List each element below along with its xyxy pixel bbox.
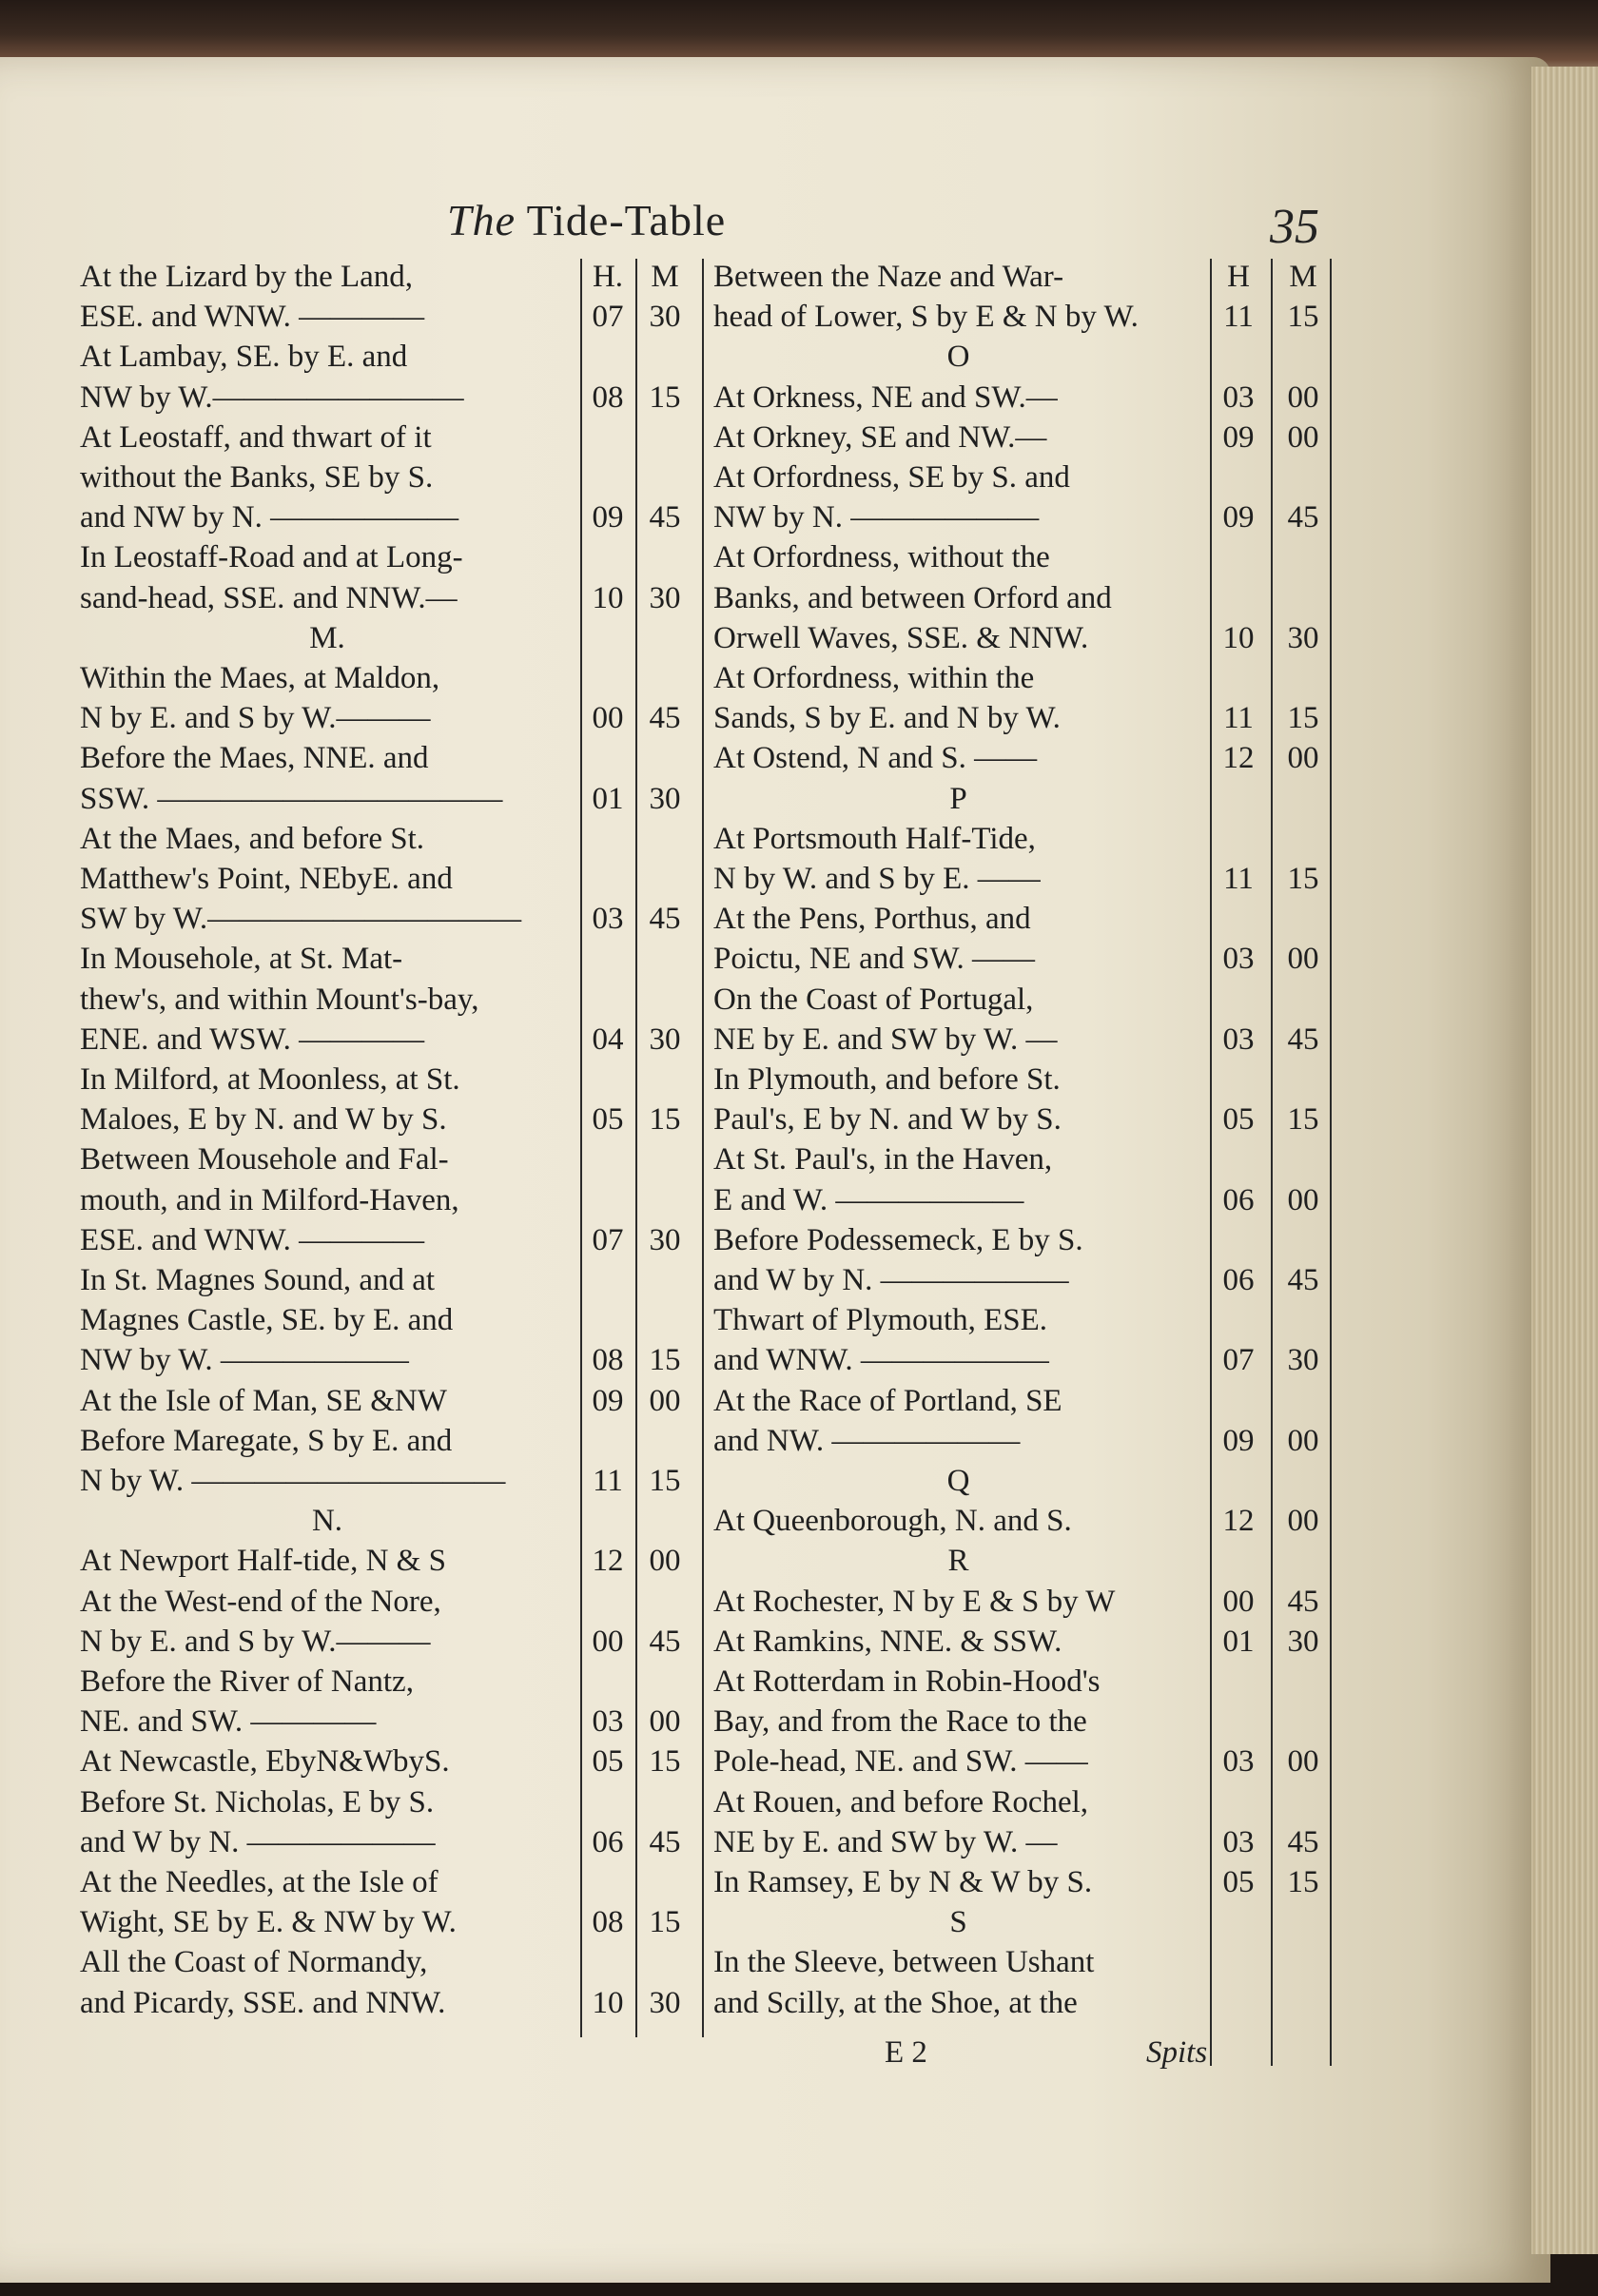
- row-hour: 03: [1222, 1824, 1255, 1859]
- row-minute: 00: [1287, 942, 1319, 977]
- row-place: and WNW. ——————: [713, 1343, 1049, 1378]
- table-row: [713, 819, 1341, 859]
- table-row: [713, 1461, 1341, 1501]
- table-row: [713, 618, 1341, 658]
- table-row: [80, 859, 717, 899]
- row-hour: 09: [592, 1383, 624, 1418]
- right-col-m-header: M: [1289, 260, 1317, 294]
- row-place: At Orfordness, SE by S. and: [713, 460, 1070, 495]
- row-minute: 15: [649, 1464, 681, 1498]
- row-hour: 11: [1223, 300, 1254, 335]
- row-hour: 09: [1222, 419, 1255, 455]
- table-row: [713, 537, 1341, 577]
- row-place: ESE. and WNW. ————: [80, 300, 425, 335]
- row-hour: 03: [1222, 379, 1255, 415]
- table-row: [80, 457, 717, 497]
- left-divider-3: [702, 259, 704, 2037]
- table-row: [713, 1983, 1341, 2023]
- row-place: Between the Naze and War-: [713, 260, 1064, 294]
- row-hour: 04: [592, 1022, 624, 1057]
- row-minute: 30: [649, 580, 681, 615]
- row-hour: 11: [593, 1464, 623, 1498]
- row-place: At Orfordness, without the: [713, 540, 1050, 575]
- table-row: [713, 1139, 1341, 1179]
- table-row: [80, 1060, 717, 1099]
- row-place: In Leostaff-Road and at Long-: [80, 540, 463, 575]
- table-row: [80, 1501, 717, 1541]
- page-footer: [0, 2035, 1598, 2092]
- row-minute: 45: [1287, 1263, 1319, 1297]
- table-row: [80, 819, 717, 859]
- row-hour: 11: [1223, 701, 1254, 736]
- row-hour: 10: [592, 1985, 624, 2020]
- row-place: Before Maregate, S by E. and: [80, 1423, 453, 1458]
- row-minute: 45: [649, 701, 681, 736]
- row-minute: 00: [649, 1544, 681, 1579]
- row-place: At Orkney, SE and NW.—: [713, 419, 1047, 455]
- row-place: without the Banks, SE by S.: [80, 460, 434, 495]
- row-minute: 15: [649, 1744, 681, 1780]
- row-place: NE by E. and SW by W. —: [713, 1824, 1058, 1859]
- row-place: head of Lower, S by E & N by W.: [713, 300, 1139, 335]
- row-place: and Scilly, at the Shoe, at the: [713, 1985, 1078, 2020]
- row-place: Wight, SE by E. & NW by W.: [80, 1905, 457, 1940]
- row-place: Before St. Nicholas, E by S.: [80, 1784, 435, 1819]
- row-place: M.: [309, 620, 345, 655]
- row-place: NW by W. ——————: [80, 1343, 409, 1378]
- table-row: [713, 378, 1341, 418]
- row-hour: 05: [1222, 1102, 1255, 1138]
- row-minute: 00: [649, 1704, 681, 1740]
- left-divider-1: [580, 259, 582, 2037]
- table-row: [713, 1421, 1341, 1461]
- row-minute: 45: [649, 1824, 681, 1859]
- row-minute: 15: [1287, 701, 1319, 736]
- table-row: [713, 1582, 1341, 1622]
- table-row: [80, 1782, 717, 1822]
- table-row: [713, 1340, 1341, 1380]
- row-place: Orwell Waves, SSE. & NNW.: [713, 620, 1089, 655]
- row-place: In the Sleeve, between Ushant: [713, 1945, 1095, 1980]
- row-hour: 00: [592, 1624, 624, 1659]
- table-row: [80, 1862, 717, 1902]
- row-minute: 15: [1287, 862, 1319, 896]
- table-row: [713, 1381, 1341, 1421]
- row-minute: 00: [1287, 1744, 1319, 1780]
- table-row: [80, 1300, 717, 1340]
- row-place: At Portsmouth Half-Tide,: [713, 821, 1036, 856]
- row-place: At Rochester, N by E & S by W: [713, 1584, 1116, 1619]
- row-place: At Orfordness, within the: [713, 661, 1035, 695]
- table-row: [713, 779, 1341, 819]
- table-row: [713, 457, 1341, 497]
- row-hour: 06: [592, 1824, 624, 1859]
- table-row: [80, 899, 717, 939]
- row-hour: 09: [1222, 1423, 1255, 1458]
- title-italic: The: [447, 196, 516, 244]
- row-place: N by E. and S by W.———: [80, 701, 431, 736]
- table-row: [713, 497, 1341, 537]
- row-minute: 00: [1287, 1504, 1319, 1539]
- table-row: [80, 1099, 717, 1139]
- row-place: and W by N. ——————: [713, 1263, 1069, 1297]
- right-divider-3: [1330, 259, 1332, 2066]
- left-divider-2: [635, 259, 637, 2037]
- table-row: [713, 1622, 1341, 1662]
- row-place: NE. and SW. ————: [80, 1704, 377, 1740]
- row-minute: 45: [1287, 1022, 1319, 1057]
- row-place: NW by N. ——————: [713, 500, 1040, 535]
- table-row: [80, 1220, 717, 1260]
- row-minute: 45: [1287, 500, 1319, 535]
- table-row: [713, 1060, 1341, 1099]
- row-place: Banks, and between Orford and: [713, 580, 1112, 615]
- table-row: [80, 1942, 717, 1982]
- table-row: [80, 1260, 717, 1300]
- table-row: [80, 418, 717, 457]
- page-number: 35: [1270, 200, 1319, 254]
- table-row: [80, 537, 717, 577]
- table-row: [713, 1702, 1341, 1741]
- row-place: NW by W.————————: [80, 379, 464, 415]
- row-minute: 00: [1287, 1423, 1319, 1458]
- row-place: At Ramkins, NNE. & SSW.: [713, 1624, 1062, 1659]
- row-place: and NW by N. ——————: [80, 500, 459, 535]
- row-hour: 03: [1222, 942, 1255, 977]
- row-place: At the Lizard by the Land,: [80, 260, 414, 294]
- table-row: [80, 497, 717, 537]
- row-hour: 08: [592, 379, 624, 415]
- row-place: At the Race of Portland, SE: [713, 1383, 1062, 1418]
- table-row: [713, 257, 1341, 297]
- table-row: [713, 578, 1341, 618]
- row-hour: 09: [1222, 500, 1255, 535]
- row-hour: 01: [1222, 1624, 1255, 1659]
- row-minute: 00: [649, 1383, 681, 1418]
- row-place: At the West-end of the Nore,: [80, 1584, 441, 1619]
- row-minute: 15: [1287, 300, 1319, 335]
- right-col-h-header: H: [1227, 260, 1250, 294]
- row-minute: 15: [649, 1102, 681, 1138]
- table-row: [80, 1461, 717, 1501]
- table-row: [80, 618, 717, 658]
- title-rest: Tide-Table: [516, 196, 727, 244]
- row-hour: 11: [1223, 862, 1254, 896]
- row-minute: 15: [649, 1343, 681, 1378]
- row-place: and Picardy, SSE. and NNW.: [80, 1985, 446, 2020]
- table-row: [713, 1741, 1341, 1781]
- row-hour: 12: [592, 1544, 624, 1579]
- row-place: R: [947, 1544, 969, 1579]
- signature-mark: E 2: [885, 2035, 927, 2070]
- table-row: [713, 297, 1341, 337]
- table-row: [80, 337, 717, 377]
- right-divider-1: [1210, 259, 1212, 2066]
- right-divider-2: [1271, 259, 1273, 2066]
- row-place: In Milford, at Moonless, at St.: [80, 1062, 460, 1097]
- page-title: [447, 195, 726, 245]
- row-hour: 05: [592, 1744, 624, 1780]
- table-row: [713, 418, 1341, 457]
- row-place: E and W. ——————: [713, 1182, 1024, 1217]
- row-place: In Ramsey, E by N & W by S.: [713, 1865, 1093, 1899]
- table-row: [713, 1180, 1341, 1220]
- row-place: thew's, and within Mount's-bay,: [80, 982, 479, 1017]
- row-hour: 09: [592, 500, 624, 535]
- row-minute: 30: [649, 781, 681, 816]
- row-place: Thwart of Plymouth, ESE.: [713, 1303, 1048, 1338]
- row-place: S: [949, 1905, 967, 1940]
- row-minute: 45: [1287, 1824, 1319, 1859]
- row-minute: 30: [1287, 1624, 1319, 1659]
- row-place: ESE. and WNW. ————: [80, 1222, 425, 1257]
- row-place: Pole-head, NE. and SW. ——: [713, 1744, 1088, 1780]
- row-minute: 30: [649, 1222, 681, 1257]
- table-row: [713, 1541, 1341, 1581]
- table-row: [80, 1582, 717, 1622]
- row-hour: 10: [592, 580, 624, 615]
- row-hour: 07: [1222, 1343, 1255, 1378]
- table-row: [80, 378, 717, 418]
- row-minute: 00: [1287, 741, 1319, 776]
- row-place: At the Needles, at the Isle of: [80, 1865, 438, 1899]
- table-row: [713, 1501, 1341, 1541]
- table-row: [80, 257, 717, 297]
- row-place: At Lambay, SE. by E. and: [80, 340, 408, 375]
- row-minute: 15: [1287, 1865, 1319, 1899]
- row-place: ENE. and WSW. ————: [80, 1022, 425, 1057]
- table-row: [80, 1702, 717, 1741]
- row-minute: 00: [1287, 1182, 1319, 1217]
- catchword: Spits: [1146, 2035, 1208, 2070]
- table-row: [713, 1862, 1341, 1902]
- row-minute: 00: [1287, 379, 1319, 415]
- row-place: and NW. ——————: [713, 1423, 1021, 1458]
- table-row: [713, 1220, 1341, 1260]
- row-place: and W by N. ——————: [80, 1824, 436, 1859]
- table-row: [713, 1822, 1341, 1862]
- table-row: [713, 1020, 1341, 1060]
- row-place: Before the Maes, NNE. and: [80, 741, 429, 776]
- table-row: [713, 1300, 1341, 1340]
- row-place: SW by W.——————————: [80, 902, 522, 937]
- row-place: At Leostaff, and thwart of it: [80, 419, 432, 455]
- row-hour: 12: [1222, 741, 1255, 776]
- row-place: Before Podessemeck, E by S.: [713, 1222, 1083, 1257]
- row-minute: 30: [1287, 1343, 1319, 1378]
- row-minute: 00: [1287, 419, 1319, 455]
- table-row: [80, 738, 717, 778]
- table-row: [713, 337, 1341, 377]
- row-minute: 15: [649, 379, 681, 415]
- table-row: [80, 1622, 717, 1662]
- row-hour: 00: [592, 701, 624, 736]
- table-row: [80, 1741, 717, 1781]
- table-row: [713, 899, 1341, 939]
- table-row: [80, 1983, 717, 2023]
- row-place: On the Coast of Portugal,: [713, 982, 1034, 1017]
- row-place: N.: [311, 1504, 343, 1539]
- row-place: Maloes, E by N. and W by S.: [80, 1102, 447, 1138]
- row-place: At the Maes, and before St.: [80, 821, 424, 856]
- row-place: Poictu, NE and SW. ——: [713, 942, 1035, 977]
- row-place: mouth, and in Milford-Haven,: [80, 1182, 459, 1217]
- row-hour: 10: [1222, 620, 1255, 655]
- table-row: [80, 297, 717, 337]
- table-row: [713, 939, 1341, 979]
- table-row: [713, 738, 1341, 778]
- row-place: O: [946, 340, 970, 375]
- row-minute: 15: [1287, 1102, 1319, 1138]
- row-hour: 05: [1222, 1865, 1255, 1899]
- row-place: Magnes Castle, SE. by E. and: [80, 1303, 454, 1338]
- row-place: All the Coast of Normandy,: [80, 1945, 428, 1980]
- table-row: [713, 1260, 1341, 1300]
- row-place: Between Mousehole and Fal-: [80, 1142, 449, 1177]
- row-place: N by E. and S by W.———: [80, 1624, 431, 1659]
- row-place: N by W. and S by E. ——: [713, 862, 1041, 896]
- row-hour: 08: [592, 1343, 624, 1378]
- table-row: [80, 1381, 717, 1421]
- row-hour: 05: [592, 1102, 624, 1138]
- row-hour: 12: [1222, 1504, 1255, 1539]
- row-place: At Rouen, and before Rochel,: [713, 1784, 1089, 1819]
- table-row: [80, 980, 717, 1020]
- row-place: In Plymouth, and before St.: [713, 1062, 1061, 1097]
- page-edges: [1531, 67, 1598, 2254]
- row-minute: 30: [649, 300, 681, 335]
- row-place: At Queenborough, N. and S.: [713, 1504, 1072, 1539]
- row-place: Q: [946, 1464, 970, 1498]
- row-hour: 03: [592, 902, 624, 937]
- table-row: [80, 1020, 717, 1060]
- row-hour: 08: [592, 1905, 624, 1940]
- row-place: SSW. ———————————: [80, 781, 503, 816]
- table-row: [713, 1099, 1341, 1139]
- table-row: [713, 658, 1341, 698]
- table-row: [80, 1902, 717, 1942]
- row-place: Within the Maes, at Maldon,: [80, 661, 440, 695]
- table-row: [80, 1662, 717, 1702]
- table-row: [80, 1139, 717, 1179]
- table-row: [713, 1942, 1341, 1982]
- table-row: [80, 1180, 717, 1220]
- row-place: At the Pens, Porthus, and: [713, 902, 1031, 937]
- row-place: Before the River of Nantz,: [80, 1664, 414, 1699]
- row-place: Matthew's Point, NEbyE. and: [80, 862, 453, 896]
- table-row: [80, 779, 717, 819]
- row-hour: 07: [592, 300, 624, 335]
- row-place: At St. Paul's, in the Haven,: [713, 1142, 1053, 1177]
- row-place: Sands, S by E. and N by W.: [713, 701, 1061, 736]
- row-place: P: [949, 781, 967, 816]
- row-place: At Ostend, N and S. ——: [713, 741, 1038, 776]
- row-minute: 45: [649, 1624, 681, 1659]
- row-hour: 01: [592, 781, 624, 816]
- row-hour: 03: [1222, 1744, 1255, 1780]
- table-row: [80, 939, 717, 979]
- left-col-m-header: M: [651, 260, 679, 294]
- table-row: [713, 859, 1341, 899]
- table-row: [80, 698, 717, 738]
- row-place: N by W. ——————————: [80, 1464, 506, 1498]
- row-place: Bay, and from the Race to the: [713, 1704, 1087, 1740]
- row-hour: 06: [1222, 1182, 1255, 1217]
- table-row: [80, 578, 717, 618]
- row-place: At Rotterdam in Robin-Hood's: [713, 1664, 1101, 1699]
- left-col-h-header: H.: [592, 260, 624, 294]
- row-hour: 00: [1222, 1584, 1255, 1619]
- row-place: At Orkness, NE and SW.—: [713, 379, 1058, 415]
- row-minute: 30: [649, 1985, 681, 2020]
- row-minute: 30: [1287, 620, 1319, 655]
- row-hour: 07: [592, 1222, 624, 1257]
- table-row: [713, 1902, 1341, 1942]
- row-minute: 45: [649, 500, 681, 535]
- row-place: In Mousehole, at St. Mat-: [80, 942, 403, 977]
- row-minute: 45: [1287, 1584, 1319, 1619]
- table-row: [713, 980, 1341, 1020]
- table-row: [713, 1782, 1341, 1822]
- table-row: [713, 698, 1341, 738]
- table-row: [80, 1421, 717, 1461]
- row-minute: 30: [649, 1022, 681, 1057]
- table-row: [80, 658, 717, 698]
- row-place: sand-head, SSE. and NNW.—: [80, 580, 458, 615]
- row-place: At the Isle of Man, SE &NW: [80, 1383, 447, 1418]
- row-place: At Newcastle, EbyN&WbyS.: [80, 1744, 450, 1780]
- table-row: [80, 1541, 717, 1581]
- row-minute: 45: [649, 902, 681, 937]
- row-minute: 15: [649, 1905, 681, 1940]
- table-row: [80, 1822, 717, 1862]
- table-row: [713, 1662, 1341, 1702]
- row-place: Paul's, E by N. and W by S.: [713, 1102, 1062, 1138]
- row-place: At Newport Half-tide, N & S: [80, 1544, 446, 1579]
- row-hour: 03: [592, 1704, 624, 1740]
- row-hour: 06: [1222, 1263, 1255, 1297]
- row-place: NE by E. and SW by W. —: [713, 1022, 1058, 1057]
- table-row: [80, 1340, 717, 1380]
- row-hour: 03: [1222, 1022, 1255, 1057]
- page-header: [0, 185, 1598, 252]
- row-place: In St. Magnes Sound, and at: [80, 1263, 436, 1297]
